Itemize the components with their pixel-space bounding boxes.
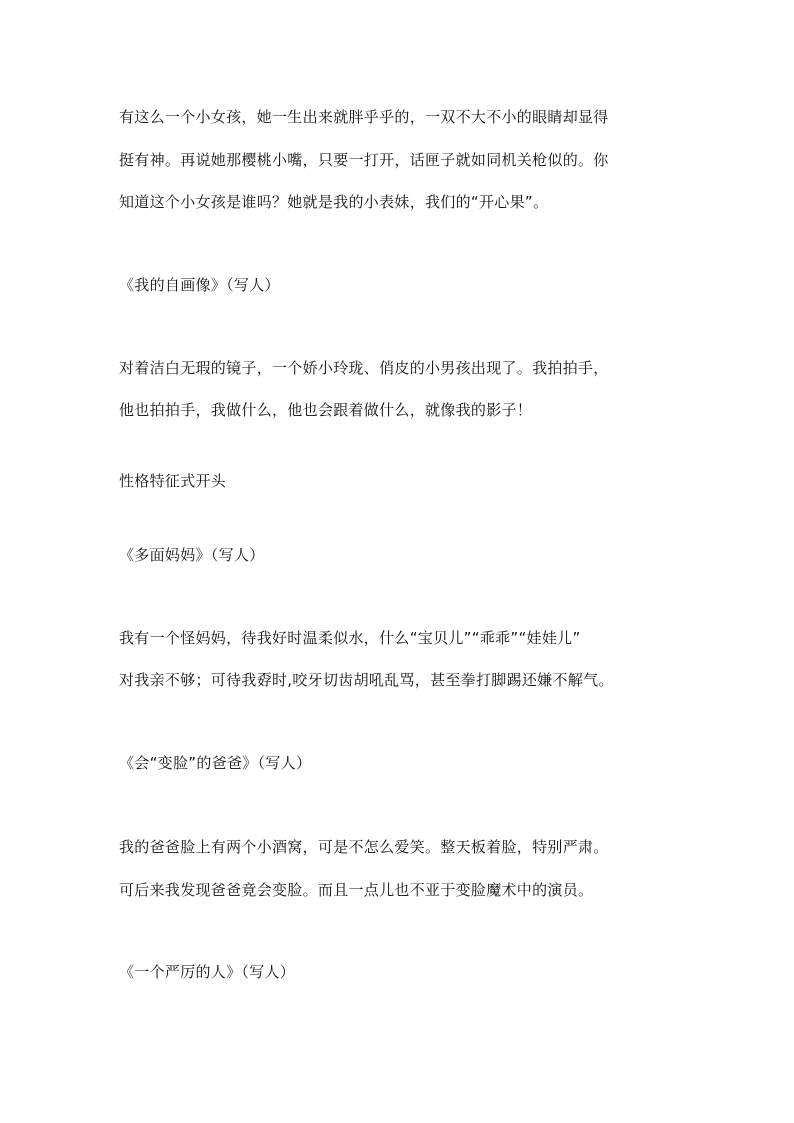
paragraph-2-line-1: 对着洁白无瑕的镜子，一个娇小玲珑、俏皮的小男孩出现了。我拍拍手，	[119, 359, 609, 377]
paragraph-4-line-2: 可后来我发现爸爸竟会变脸。而且一点儿也不亚于变脸魔术中的演员。	[119, 881, 594, 899]
paragraph-1-line-1: 有这么一个小女孩，她一生出来就胖乎乎的，一双不大不小的眼睛却显得	[119, 108, 609, 126]
paragraph-2-line-2: 他也拍拍手，我做什么，他也会跟着做什么，就像我的影子！	[119, 401, 533, 419]
section-heading: 性格特征式开头	[119, 472, 227, 490]
paragraph-4-line-1: 我的爸爸脸上有两个小酒窝，可是不怎么爱笑。整天板着脸，特别严肃。	[119, 838, 609, 856]
essay-title-face-changing-dad: 《会“变脸”的爸爸》（写人）	[119, 754, 312, 772]
paragraph-3-line-2: 对我亲不够；可待我孬时,咬牙切齿胡吼乱骂，甚至拳打脚踢还嫌不解气。	[119, 671, 614, 689]
paragraph-1-line-3: 知道这个小女孩是谁吗？她就是我的小表妹，我们的“开心果”。	[119, 193, 549, 211]
paragraph-3-line-1: 我有一个怪妈妈，待我好时温柔似水，什么“宝贝儿”“乖乖”“娃娃儿”	[119, 629, 581, 647]
essay-title-self-portrait: 《我的自画像》（写人）	[119, 276, 280, 294]
essay-title-multifaceted-mom: 《多面妈妈》（写人）	[119, 546, 265, 564]
essay-title-strict-person: 《一个严厉的人》（写人）	[119, 963, 296, 981]
paragraph-1-line-2: 挺有神。再说她那樱桃小嘴，只要一打开，话匣子就如同机关枪似的。你	[119, 151, 609, 169]
